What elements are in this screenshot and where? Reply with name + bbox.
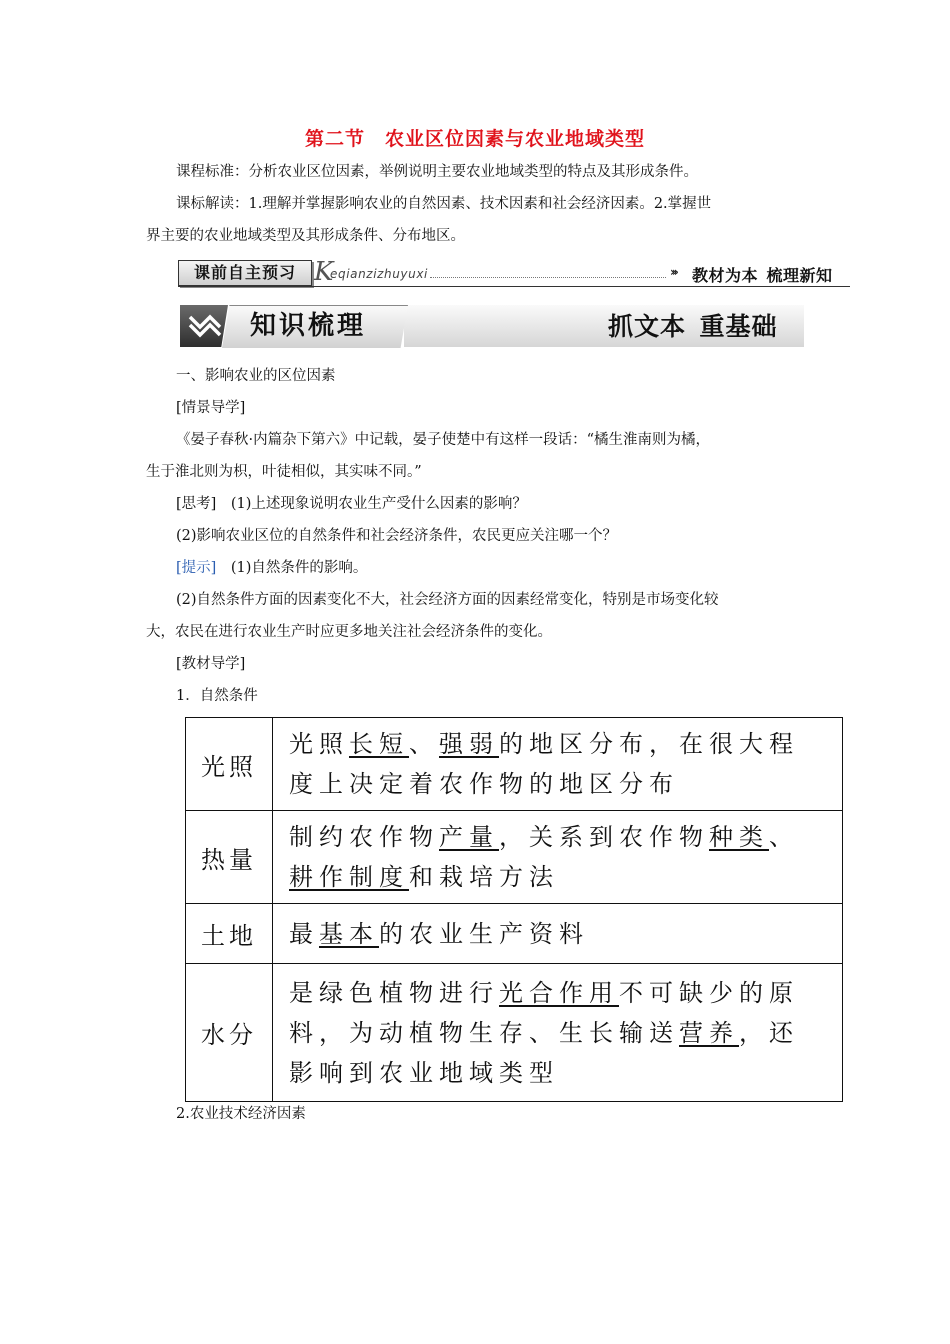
row-value (273, 904, 843, 964)
table-row (186, 964, 843, 1102)
value-text: 是绿色植物进行 (289, 978, 499, 1007)
hint-line-1 (176, 558, 367, 578)
page-title: 第二节 农业区位因素与农业地域类型 (304, 128, 645, 150)
value-text: ，还影响到农业地域类型 (289, 1018, 799, 1087)
value-text: 和栽培方法 (409, 863, 559, 891)
textbook-label: [教材导学] (176, 656, 246, 672)
value-text: 、 (769, 823, 799, 851)
underlined-answer: 光合作用 (499, 978, 619, 1007)
dotted-divider (430, 277, 666, 278)
banner-underline (178, 286, 850, 287)
underlined-answer: 耕作制度 (289, 863, 409, 891)
preview-banner-label: 课前自主预习 (178, 260, 312, 286)
value-text: 的地区分布，在很大程度上决定着农作物的地区分布 (289, 730, 799, 798)
section-heading: 一、影响农业的区位因素 (176, 368, 336, 384)
table-row (186, 718, 843, 811)
hint-line-2: (2)自然条件方面的因素变化不大，社会经济方面的因素经常变化，特别是市场变化较 (176, 592, 719, 608)
value-text: 不可缺少的原料，为动植物生存、生长输送 (289, 978, 799, 1047)
preview-banner-slogan: 教材为本 梳理新知 (692, 266, 833, 285)
value-text: 、 (409, 730, 439, 758)
course-standard: 课程标准：分析农业区位因素，举例说明主要农业地域类型的特点及其形成条件。 (176, 164, 698, 180)
hint-line-3: 大，农民在进行农业生产时应更多地关注社会经济条件的变化。 (146, 624, 552, 640)
hint-answer-1: (1)自然条件的影响。 (216, 560, 368, 576)
value-text: ，关系到农作物 (499, 823, 709, 851)
knowledge-banner (180, 301, 804, 351)
table-row (186, 811, 843, 904)
quote-line-1: 《晏子春秋·内篇杂下第六》中记载，晏子使楚中有这样一段话：“橘生淮南则为橘， (176, 432, 711, 448)
row-value (273, 964, 843, 1102)
value-text: 光照 (289, 730, 349, 758)
natural-conditions-heading: 1．自然条件 (176, 688, 258, 704)
standard-interpretation-line-1: 课标解读：1.理解并掌握影响农业的自然因素、技术因素和社会经济因素。2.掌握世 (176, 196, 712, 212)
underlined-answer: 种类 (709, 823, 769, 851)
row-key: 光照 (186, 718, 273, 811)
row-key: 土地 (186, 904, 273, 964)
quote-line-2: 生于淮北则为枳，叶徒相似，其实味不同。” (146, 464, 422, 480)
chevrons-icon: ››› (670, 265, 676, 279)
double-chevron-icon (188, 311, 222, 341)
underlined-answer: 强弱 (439, 730, 499, 758)
row-key: 水分 (186, 964, 273, 1102)
underlined-answer: 长短 (349, 730, 409, 758)
preview-banner-pinyin: eqianzizhuyuxi (330, 267, 428, 281)
underlined-answer: 基本 (319, 919, 379, 948)
tech-economic-heading: 2.农业技术经济因素 (176, 1106, 306, 1122)
natural-conditions-table (185, 717, 843, 1102)
preview-banner-k-letter: K (314, 257, 334, 287)
think-question-1: [思考] (1)上述现象说明农业生产受什么因素的影响？ (176, 496, 527, 512)
row-value (273, 718, 843, 811)
row-value (273, 811, 843, 904)
table-row (186, 904, 843, 964)
think-question-2: (2)影响农业区位的自然条件和社会经济条件，农民更应关注哪一个？ (176, 528, 618, 544)
value-text: 的农业生产资料 (379, 919, 589, 948)
value-text: 制约农作物 (289, 823, 439, 851)
hint-label: [提示] (176, 560, 217, 576)
value-text: 最 (289, 919, 319, 948)
knowledge-banner-title: 知识梳理 (250, 311, 367, 341)
standard-interpretation-line-2: 界主要的农业地域类型及其形成条件、分布地区。 (146, 228, 465, 244)
situation-label: [情景导学] (176, 400, 246, 416)
preview-banner (178, 257, 850, 289)
underlined-answer: 营养 (679, 1018, 739, 1047)
row-key: 热量 (186, 811, 273, 904)
underlined-answer: 产量 (439, 823, 499, 851)
knowledge-banner-slogan: 抓文本 重基础 (608, 312, 778, 341)
